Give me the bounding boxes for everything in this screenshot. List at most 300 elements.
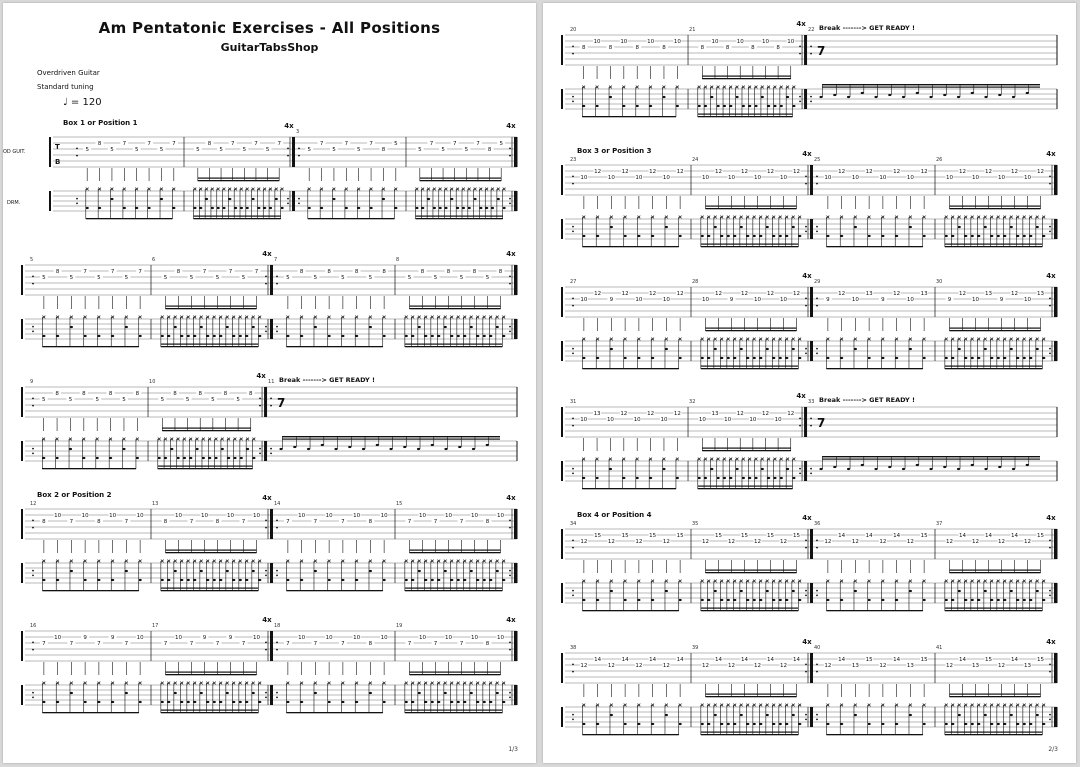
- tab-note: 7: [189, 641, 194, 647]
- tab-note: 5: [189, 275, 194, 281]
- measure: [692, 272, 813, 369]
- repeat-count: 4x: [1046, 150, 1056, 158]
- tab-note: 9: [999, 297, 1004, 303]
- tab-note: 12: [998, 539, 1005, 545]
- rest-icon: 7: [277, 396, 286, 410]
- tab-note: 15: [649, 533, 657, 539]
- measure-number: 17: [152, 623, 159, 629]
- tab-note: 8: [97, 141, 102, 147]
- tab-note: 14: [741, 657, 748, 663]
- tab-note: 15: [920, 657, 928, 663]
- tab-note: 10: [1024, 297, 1031, 303]
- tab-note: 7: [369, 141, 373, 147]
- measure-number: 35: [692, 521, 699, 527]
- tab-note: 7: [83, 269, 87, 275]
- tab-note: 12: [1011, 169, 1018, 175]
- page-number: 2/3: [1048, 746, 1058, 753]
- tab-note: 5: [433, 275, 438, 281]
- measure-number: 16: [30, 623, 37, 629]
- tab-note: 10: [879, 175, 887, 181]
- tab-note: 7: [407, 519, 412, 525]
- measure-number: 22: [808, 27, 815, 33]
- instrument-name: Overdriven Guitar: [37, 69, 100, 77]
- tab-note: 14: [985, 533, 992, 539]
- measure: [689, 392, 807, 489]
- tab-note: 10: [81, 513, 89, 519]
- measure-number: 12: [30, 501, 37, 507]
- tab-note: 10: [824, 175, 832, 181]
- tab-note: 10: [325, 513, 333, 519]
- tab-note: 12: [620, 411, 628, 417]
- tab-note: 10: [851, 297, 859, 303]
- tab-note: 7: [254, 141, 258, 147]
- tab-note: 5: [236, 397, 240, 403]
- tab-note: 12: [838, 169, 846, 175]
- tab-note: 14: [838, 657, 846, 663]
- tab-note: 8: [163, 519, 168, 525]
- tab-note: 5: [97, 275, 101, 281]
- tab-note: 8: [82, 391, 86, 397]
- tab-note: 7: [163, 641, 168, 647]
- tab-note: 10: [702, 175, 709, 181]
- repeat-count: 4x: [506, 494, 516, 502]
- tab-note: 12: [946, 663, 953, 669]
- tab-note: 8: [198, 391, 202, 397]
- tab-note: 5: [356, 147, 361, 153]
- tab-note: 8: [55, 269, 60, 275]
- score-system: [3, 363, 536, 481]
- measure-number: 3: [296, 129, 300, 135]
- tab-note: 15: [715, 533, 722, 539]
- measure: [152, 494, 273, 591]
- tab-note: 5: [185, 397, 190, 403]
- tab-note: 8: [635, 45, 639, 51]
- tab-note: 14: [715, 657, 722, 663]
- tab-clef-icon: T: [55, 143, 60, 151]
- tab-note: 10: [54, 635, 62, 641]
- tab-note: 8: [485, 519, 490, 525]
- tab-note: 12: [824, 663, 832, 669]
- tab-note: 10: [227, 513, 234, 519]
- tab-note: 10: [445, 635, 452, 641]
- score-page-2: [543, 3, 1076, 763]
- tab-note: 10: [201, 513, 208, 519]
- measure: [692, 514, 813, 611]
- measure-number: 37: [936, 521, 943, 527]
- measure-number: 27: [570, 279, 577, 285]
- repeat-count: 4x: [262, 494, 272, 502]
- tab-note: 10: [471, 635, 478, 641]
- tab-note: 10: [175, 513, 182, 519]
- measure: [268, 376, 500, 454]
- measure-number: 5: [30, 257, 34, 263]
- tab-note: 10: [136, 635, 144, 641]
- tab-note: 8: [176, 269, 181, 275]
- tab-note: 12: [1037, 169, 1044, 175]
- measure: [808, 396, 1040, 474]
- tab-note: 5: [42, 275, 46, 281]
- score-system: [3, 485, 536, 603]
- repeat-count: 4x: [1046, 514, 1056, 522]
- tab-note: 13: [593, 411, 601, 417]
- tab-note: 5: [499, 141, 503, 147]
- tab-note: 10: [998, 175, 1005, 181]
- tuning-label: Standard tuning: [37, 83, 94, 91]
- measure-number: 18: [274, 623, 281, 629]
- tab-note: 8: [487, 147, 492, 153]
- tab-note: 12: [594, 291, 602, 297]
- tab-note: 12: [920, 169, 928, 175]
- tab-note: 8: [223, 391, 228, 397]
- tab-note: 10: [698, 417, 706, 423]
- measure-number: 20: [570, 27, 577, 33]
- tab-note: 10: [419, 635, 426, 641]
- tab-note: 7: [476, 141, 480, 147]
- tab-note: 7: [254, 269, 259, 275]
- tab-note: 12: [607, 663, 615, 669]
- tab-note: 10: [580, 297, 588, 303]
- tab-note: 13: [920, 291, 928, 297]
- tab-note: 12: [780, 663, 787, 669]
- tab-note: 5: [68, 397, 73, 403]
- measure-number: 19: [396, 623, 403, 629]
- tab-note: 7: [341, 641, 345, 647]
- measure-number: 11: [268, 379, 275, 385]
- tab-note: 8: [608, 45, 613, 51]
- break-annotation: Break -------> GET READY !: [819, 396, 916, 404]
- tab-note: 12: [893, 169, 901, 175]
- tab-note: 12: [1011, 291, 1018, 297]
- tab-note: 10: [754, 297, 761, 303]
- tab-note: 5: [134, 147, 139, 153]
- tab-note: 12: [893, 291, 901, 297]
- tab-note: 7: [341, 519, 345, 525]
- track-name-guitar: OD GUIT.: [3, 149, 26, 155]
- tab-note: 9: [947, 297, 952, 303]
- tab-note: 7: [172, 141, 176, 147]
- tab-note: 12: [580, 539, 588, 545]
- tab-note: 8: [581, 45, 586, 51]
- score-title: Am Pentatonic Exercises - All Positions: [98, 19, 441, 37]
- tab-note: 7: [110, 269, 115, 275]
- tab-note: 14: [594, 657, 602, 663]
- tab-note: 10: [1024, 175, 1031, 181]
- tab-note: 12: [580, 663, 588, 669]
- tab-note: 12: [702, 663, 709, 669]
- tab-note: 7: [452, 141, 457, 147]
- tab-note: 8: [472, 269, 477, 275]
- tab-note: 7: [429, 141, 434, 147]
- measure: [152, 616, 273, 713]
- tab-note: 14: [959, 533, 966, 539]
- tab-note: 5: [242, 147, 247, 153]
- tab-note: 5: [332, 147, 336, 153]
- measure: [152, 250, 273, 347]
- repeat-count: 4x: [256, 372, 266, 380]
- tab-note: 10: [906, 297, 914, 303]
- tab-note: 9: [202, 635, 207, 641]
- tab-note: 10: [780, 175, 787, 181]
- tab-note: 7: [407, 641, 412, 647]
- score-system: [543, 263, 1076, 381]
- tab-note: 12: [649, 291, 657, 297]
- measure-number: 41: [936, 645, 943, 651]
- measure-number: 24: [692, 157, 699, 163]
- tab-note: 14: [865, 533, 873, 539]
- tab-note: 7: [277, 141, 281, 147]
- score-subtitle: GuitarTabsShop: [220, 41, 319, 54]
- measure-number: 34: [570, 521, 577, 527]
- measure-number: 40: [814, 645, 821, 651]
- tab-note: 8: [381, 147, 386, 153]
- tab-note: 15: [741, 533, 748, 539]
- tempo-value: = 120: [70, 97, 102, 108]
- tab-note: 12: [787, 411, 795, 417]
- tab-note: 7: [124, 519, 129, 525]
- tab-note: 5: [407, 275, 412, 281]
- tab-note: 10: [325, 635, 333, 641]
- tab-note: 12: [621, 169, 629, 175]
- tab-note: 15: [985, 657, 992, 663]
- tab-note: 12: [702, 539, 709, 545]
- tab-note: 10: [593, 39, 601, 45]
- score-system: [543, 505, 1076, 623]
- tab-note: 7: [202, 269, 207, 275]
- tab-note: 10: [607, 175, 615, 181]
- tab-note: 12: [676, 169, 684, 175]
- tab-note: 10: [497, 513, 504, 519]
- tab-note: 12: [754, 539, 761, 545]
- tab-note: 10: [633, 417, 641, 423]
- tab-note: 15: [793, 533, 800, 539]
- tab-note: 12: [879, 539, 887, 545]
- tab-note: 8: [327, 269, 331, 275]
- tab-note: 5: [219, 147, 223, 153]
- tab-note: 10: [662, 175, 670, 181]
- repeat-count: 4x: [796, 392, 806, 400]
- tab-note: 12: [959, 169, 966, 175]
- tab-note: 7: [189, 519, 194, 525]
- tab-note: 5: [313, 275, 318, 281]
- repeat-count: 4x: [262, 250, 272, 258]
- tab-note: 10: [253, 635, 260, 641]
- measure-number: 23: [570, 157, 577, 163]
- measure: [396, 250, 517, 347]
- tab-note: 14: [893, 533, 901, 539]
- tab-note: 9: [609, 297, 614, 303]
- tab-note: 8: [776, 45, 780, 51]
- measure: [936, 150, 1057, 247]
- measure-number: 9: [30, 379, 34, 385]
- tab-note: 10: [774, 417, 782, 423]
- tab-note: 12: [676, 291, 684, 297]
- measure-number: 6: [152, 257, 156, 263]
- tab-note: 10: [749, 417, 757, 423]
- tab-note: 12: [728, 663, 735, 669]
- staff-lines: [53, 137, 517, 211]
- tab-note: 10: [724, 417, 732, 423]
- tab-note: 10: [380, 635, 388, 641]
- tab-note: 12: [767, 169, 774, 175]
- repeat-count: 4x: [1046, 638, 1056, 646]
- tab-note: 5: [418, 147, 422, 153]
- tab-note: 10: [620, 39, 628, 45]
- tab-note: 7: [459, 641, 464, 647]
- measure-number: 7: [274, 257, 278, 263]
- tab-note: 12: [959, 291, 966, 297]
- tab-note: 13: [711, 411, 719, 417]
- tab-note: 8: [108, 391, 113, 397]
- tab-note: 7: [313, 641, 318, 647]
- tab-note: 8: [173, 391, 177, 397]
- tab-note: 8: [420, 269, 425, 275]
- tab-note: 9: [881, 297, 885, 303]
- tab-note: 8: [215, 519, 220, 525]
- tab-note: 7: [215, 641, 220, 647]
- tab-note: 9: [826, 297, 830, 303]
- tab-note: 9: [729, 297, 734, 303]
- tab-note: 8: [135, 391, 140, 397]
- score-system: [543, 141, 1076, 259]
- tab-note: 10: [136, 513, 144, 519]
- tab-note: 5: [215, 275, 220, 281]
- tab-note: 10: [580, 417, 588, 423]
- tab-note: 10: [761, 39, 769, 45]
- measure-number: 15: [396, 501, 403, 507]
- tab-note: 5: [441, 147, 445, 153]
- tab-note: 8: [751, 45, 755, 51]
- tab-note: 5: [464, 147, 469, 153]
- score-system: [3, 113, 536, 231]
- tab-note: 12: [946, 539, 953, 545]
- tab-note: 12: [1024, 539, 1031, 545]
- tab-note: 9: [83, 635, 87, 641]
- tab-note: 12: [851, 539, 859, 545]
- tab-note: 12: [998, 663, 1005, 669]
- tab-note: 10: [754, 175, 761, 181]
- measure-number: 31: [570, 399, 577, 405]
- tab-note: 12: [736, 411, 744, 417]
- tab-note: 7: [344, 141, 349, 147]
- tab-note: 15: [621, 533, 629, 539]
- measure-number: 39: [692, 645, 699, 651]
- measure: [692, 638, 813, 735]
- measure-number: 32: [689, 399, 696, 405]
- tab-note: 5: [196, 147, 200, 153]
- tab-note: 9: [110, 635, 115, 641]
- tab-note: 12: [793, 169, 800, 175]
- tab-note: 13: [985, 291, 992, 297]
- tab-note: 10: [497, 635, 504, 641]
- tab-note: 10: [780, 297, 787, 303]
- tab-note: 10: [580, 175, 588, 181]
- measure: [936, 514, 1057, 611]
- tab-note: 8: [299, 269, 304, 275]
- section-label: Box 1 or Position 1: [63, 119, 138, 127]
- tab-note: 10: [673, 39, 681, 45]
- tab-note: 7: [42, 641, 46, 647]
- rest-icon: 7: [817, 44, 826, 58]
- tab-note: 14: [649, 657, 657, 663]
- tab-note: 12: [635, 663, 643, 669]
- tab-note: 13: [1037, 291, 1044, 297]
- tab-note: 8: [446, 269, 451, 275]
- tab-note: 10: [298, 635, 306, 641]
- measure-number: 36: [814, 521, 821, 527]
- tab-note: 7: [124, 641, 129, 647]
- tab-note: 5: [95, 397, 99, 403]
- repeat-count: 4x: [796, 20, 806, 28]
- tab-note: 12: [673, 411, 681, 417]
- tab-note: 5: [368, 275, 373, 281]
- tab-note: 7: [286, 519, 290, 525]
- tab-note: 12: [647, 411, 655, 417]
- tab-note: 5: [341, 275, 345, 281]
- repeat-count: 4x: [802, 150, 812, 158]
- tab-note: 14: [838, 533, 846, 539]
- tab-note: 15: [767, 533, 774, 539]
- tab-note: 14: [767, 657, 774, 663]
- repeat-count: 4x: [802, 638, 812, 646]
- tab-note: 15: [1037, 657, 1044, 663]
- tab-note: 10: [298, 513, 306, 519]
- tab-note: 14: [959, 657, 966, 663]
- tab-note: 10: [54, 513, 62, 519]
- tab-note: 14: [676, 657, 684, 663]
- tab-note: 15: [920, 533, 928, 539]
- measure: [936, 638, 1057, 735]
- tab-note: 12: [985, 169, 992, 175]
- tab-clef-icon: B: [55, 158, 61, 166]
- tab-note: 10: [353, 635, 361, 641]
- tab-note: 5: [485, 275, 490, 281]
- tab-note: 10: [419, 513, 426, 519]
- tab-note: 14: [1011, 657, 1018, 663]
- measure-number: 25: [814, 157, 821, 163]
- tab-note: 7: [228, 269, 233, 275]
- tab-note: 8: [700, 45, 705, 51]
- tab-note: 10: [445, 513, 452, 519]
- tab-note: 14: [621, 657, 629, 663]
- measure: [808, 24, 1040, 102]
- tab-note: 12: [972, 539, 979, 545]
- tab-note: 7: [230, 141, 235, 147]
- tab-note: 12: [662, 663, 670, 669]
- tab-note: 12: [635, 539, 643, 545]
- tab-note: 7: [138, 269, 142, 275]
- tab-note: 12: [621, 291, 629, 297]
- tab-note: 5: [394, 141, 398, 147]
- tab-note: 5: [85, 147, 89, 153]
- tab-note: 8: [725, 45, 730, 51]
- repeat-count: 4x: [262, 616, 272, 624]
- tab-note: 10: [635, 297, 643, 303]
- measure-number: 21: [689, 27, 696, 33]
- score-page-1: [3, 3, 536, 763]
- tab-note: 12: [715, 291, 722, 297]
- tab-note: 10: [471, 513, 478, 519]
- tab-note: 10: [109, 513, 117, 519]
- tab-note: 10: [787, 39, 795, 45]
- repeat-count: 4x: [506, 122, 516, 130]
- section-label: Box 3 or Position 3: [577, 147, 652, 155]
- tab-note: 5: [241, 275, 246, 281]
- page-number: 1/3: [508, 746, 518, 753]
- measure: [692, 150, 813, 247]
- tab-note: 14: [793, 657, 800, 663]
- tab-note: 8: [207, 141, 212, 147]
- repeat-count: 4x: [284, 122, 294, 130]
